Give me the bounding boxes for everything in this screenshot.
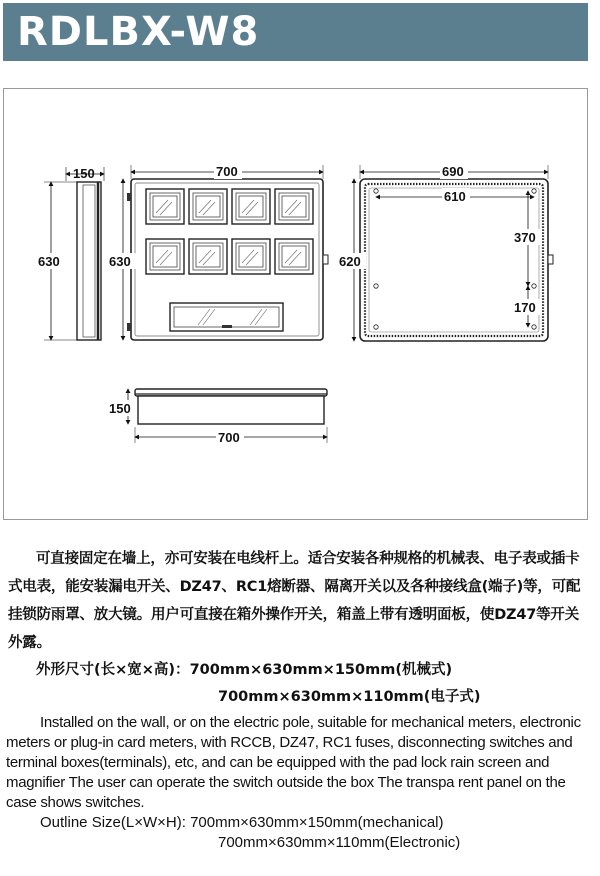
dim-side-height: 630 xyxy=(38,254,60,269)
dim-side-width: 150 xyxy=(73,166,95,181)
size-en-mechanical xyxy=(40,813,600,833)
size-zh-electronic-value: 700mm×630mm×110mm(电子式) xyxy=(218,689,481,705)
title-banner xyxy=(3,3,588,61)
dim-front-width: 700 xyxy=(216,164,238,179)
size-zh-electronic xyxy=(218,684,600,711)
description-zh xyxy=(0,545,590,657)
drawing-canvas xyxy=(4,89,587,519)
description-zh-text: 可直接固定在墙上，亦可安装在电线杆上。适合安装各种规格的机械表、电子表或插卡式电表，能安装漏电开关、DZ47、RC1熔断器、隔离开关以及各种接线盒(端子)等，可配挂锁防雨罩、放大镜。用户可直接在箱外操作开关，箱盖上带有透明面板，使DZ47等开关外露。 xyxy=(8,551,581,651)
dim-bottom-depth: 150 xyxy=(109,401,131,416)
side-view xyxy=(36,166,104,340)
size-zh-mechanical xyxy=(36,657,600,684)
size-en-electronic-value: 700mm×630mm×110mm(Electronic) xyxy=(218,834,461,851)
size-zh-label: 外形尺寸(长×宽×高)： xyxy=(36,662,190,678)
dim-back-lower-spacing: 170 xyxy=(514,300,536,315)
description-en: Installed on the wall, or on the electric pole, suitable for mechanical meters, electronic meters or plug-in card meters, with RCCB, DZ47, RC1 fuses, disconnecting switches and terminal boxes(terminals), etc, and can be equipped with the pad lock rain screen and magnifier The user can operate the switch outside the box The transpa rent panel on the case shows switches. xyxy=(6,714,581,811)
size-en-electronic xyxy=(218,833,600,853)
back-view xyxy=(338,163,553,341)
size-zh-mechanical-value: 700mm×630mm×150mm(机械式) xyxy=(189,662,453,678)
size-en-mechanical-value: 700mm×630mm×150mm(mechanical) xyxy=(190,814,444,831)
dim-front-height: 630 xyxy=(109,254,131,269)
technical-drawing xyxy=(3,88,588,520)
page-title: RDLBX-W8 xyxy=(17,9,260,55)
description xyxy=(0,545,600,853)
dim-bottom-width: 700 xyxy=(218,430,240,445)
size-en-label: Outline Size(L×W×H): xyxy=(40,814,186,831)
dim-back-inner-width: 610 xyxy=(444,189,466,204)
dim-back-height: 620 xyxy=(339,254,361,269)
bottom-view xyxy=(107,389,327,445)
dim-back-upper-spacing: 370 xyxy=(514,230,536,245)
dim-back-width: 690 xyxy=(442,164,464,179)
front-view xyxy=(108,163,328,340)
